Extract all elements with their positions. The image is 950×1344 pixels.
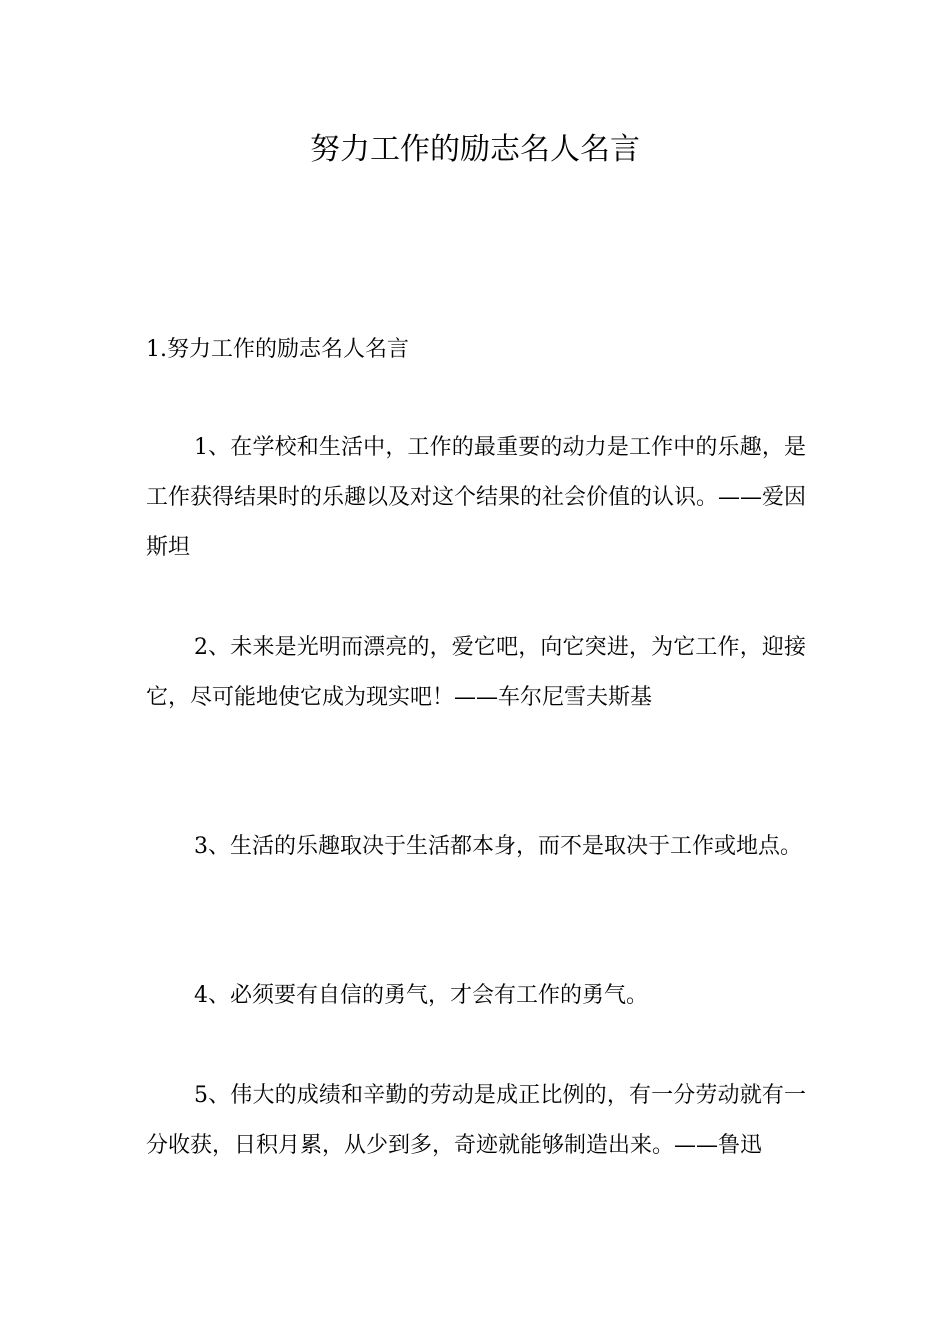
quote-paragraph: 2、未来是光明而漂亮的，爱它吧，向它突进，为它工作，迎接它，尽可能地使它成为现实吧！——车尔尼雪夫斯基 bbox=[146, 635, 806, 710]
quote-paragraph: 5、伟大的成绩和辛勤的劳动是成正比例的，有一分劳动就有一分收获，日积月累，从少到多，奇迹就能够制造出来。——鲁迅 bbox=[146, 1083, 806, 1158]
quote-paragraph: 1、在学校和生活中，工作的最重要的动力是工作中的乐趣，是工作获得结果时的乐趣以及对这个结果的社会价值的认识。——爱因斯坦 bbox=[146, 435, 807, 560]
quote-paragraph: 3、生活的乐趣取决于生活都本身，而不是取决于工作或地点。 bbox=[194, 834, 802, 859]
document-title: 努力工作的励志名人名言 bbox=[310, 132, 640, 167]
quote-paragraph: 4、必须要有自信的勇气，才会有工作的勇气。 bbox=[194, 983, 648, 1008]
section-heading: 1.努力工作的励志名人名言 bbox=[146, 337, 409, 362]
